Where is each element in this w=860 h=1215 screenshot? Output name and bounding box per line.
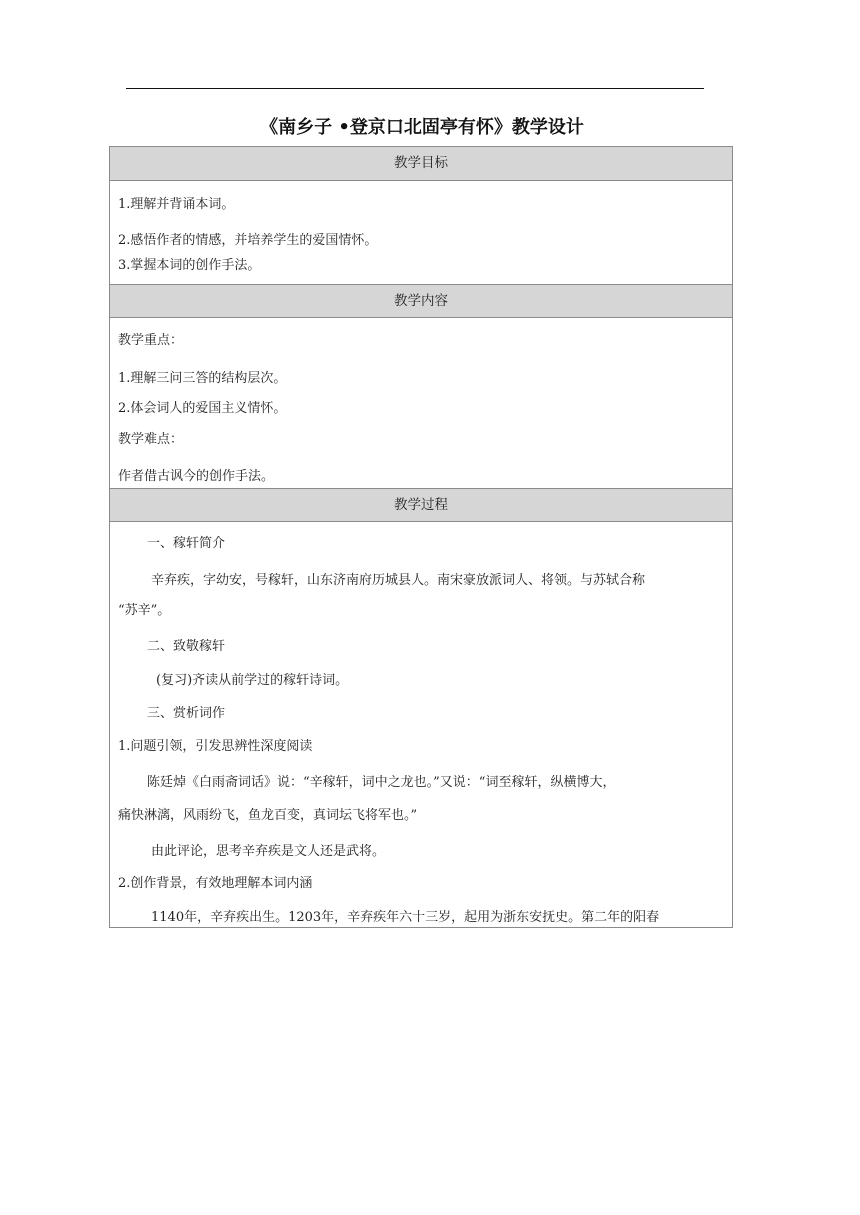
objectives-header: 教学目标 [110, 147, 732, 181]
lesson-plan-table [109, 146, 733, 928]
step1-question: 由此评论，思考辛弃疾是文人还是武将。 [151, 844, 386, 859]
part2-title: 二、致敬稼轩 [147, 639, 226, 654]
difficulty-label: 教学难点： [118, 432, 184, 447]
difficulty-text: 作者借古讽今的创作手法。 [118, 469, 275, 484]
step1-quote-line1: 陈廷焯《白雨斋词话》说：“辛稼轩，词中之龙也。”又说：“词至稼轩，纵横博大， [147, 775, 616, 790]
content-header: 教学内容 [110, 284, 732, 318]
step1-quote-line2: 痛快淋漓，风雨纷飞，鱼龙百变，真词坛飞将军也。” [118, 808, 418, 823]
part1-title: 一、稼轩简介 [147, 536, 226, 551]
step2-title: 2.创作背景，有效地理解本词内涵 [118, 876, 313, 891]
part3-title: 三、赏析词作 [147, 706, 226, 721]
header-rule [126, 88, 704, 89]
step2-text: 1140年，辛弃疾出生。1203年，辛弃疾年六十三岁，起用为浙东安抚史。第二年的阳春 [151, 910, 660, 925]
key-point-2: 2.体会词人的爱国主义情怀。 [118, 401, 287, 416]
key-point-1: 1.理解三问三答的结构层次。 [118, 371, 287, 386]
objective-item-1: 1.理解并背诵本词。 [118, 197, 235, 212]
document-title: 《南乡子 •登京口北固亭有怀》教学设计 [260, 117, 584, 138]
step1-title: 1.问题引领，引发思辨性深度阅读 [118, 739, 313, 754]
part1-text-line2: “苏辛”。 [118, 603, 171, 618]
objective-item-2: 2.感悟作者的情感，并培养学生的爱国情怀。 [118, 233, 378, 248]
objective-item-3: 3.掌握本词的创作手法。 [118, 258, 261, 273]
process-header: 教学过程 [110, 488, 732, 522]
part1-text-line1: 辛弃疾，字幼安，号稼轩，山东济南府历城县人。南宋豪放派词人、将领。与苏轼合称 [151, 573, 646, 588]
part2-text: (复习)齐读从前学过的稼轩诗词。 [156, 673, 349, 688]
key-points-label: 教学重点： [118, 333, 184, 348]
